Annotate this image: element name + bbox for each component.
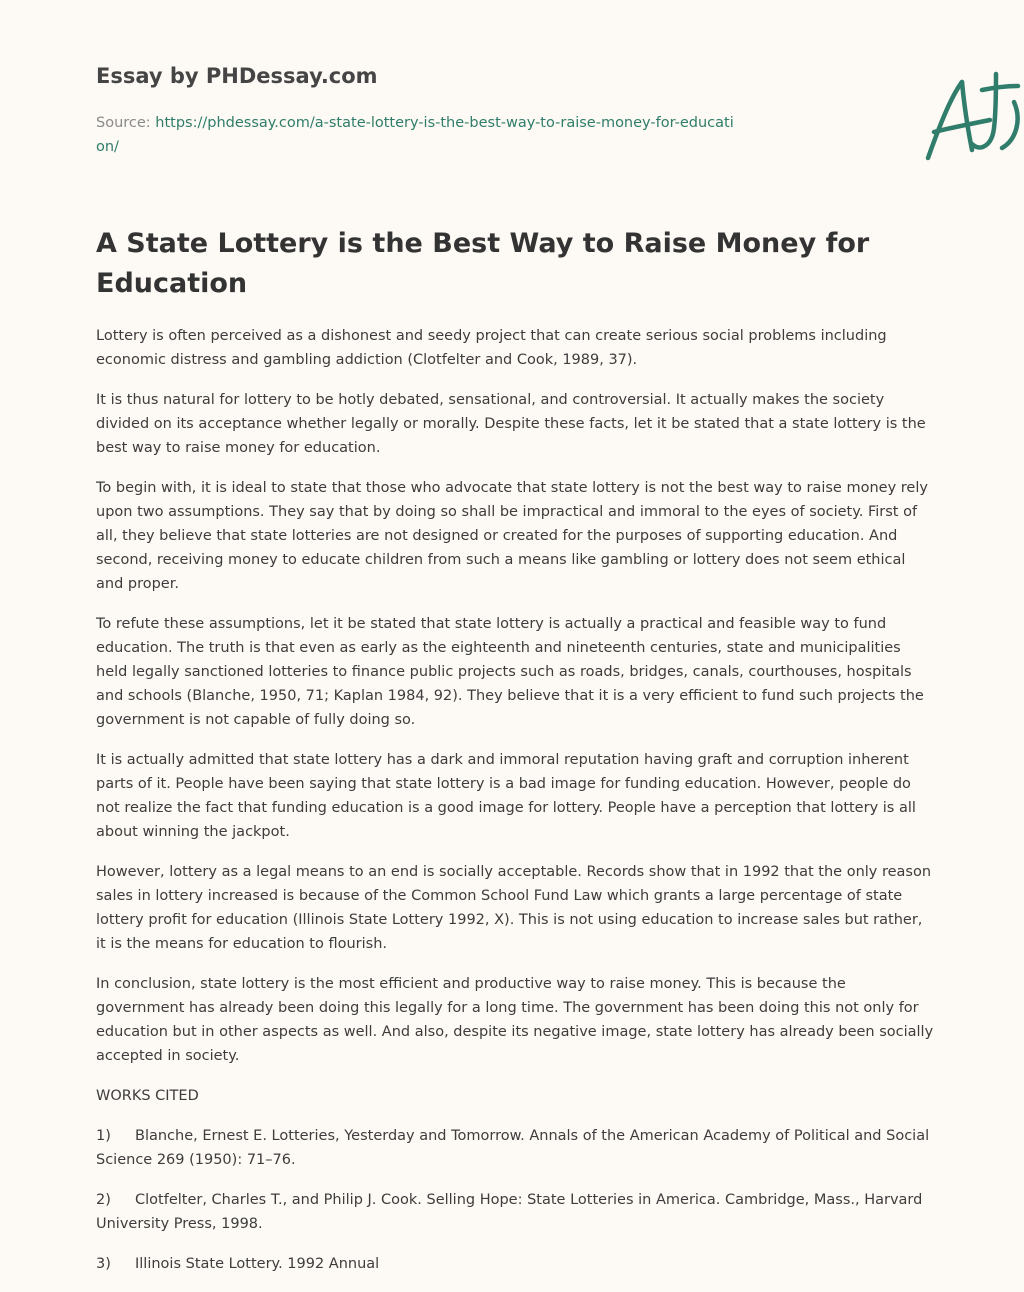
paragraph: In conclusion, state lottery is the most efficient and productive way to raise money. This is because the government has already been doing this legally for a long time. The government has been doing this not only for education but in other aspects as well. And also, despite its negative image, state lottery has already been socially accepted in society.	[96, 976, 934, 1064]
paragraph: It is actually admitted that state lottery has a dark and immoral reputation having graft and corruption inherent parts of it. People have been saying that state lottery is a bad image for funding education. However, people do not realize the fact that funding education is a good image for lottery. People have a perception that lottery is all about winning the jackpot.	[96, 752, 916, 840]
works-cited-heading: WORKS CITED	[96, 1088, 199, 1104]
paragraph: It is thus natural for lottery to be hotly debated, sensational, and controversial. It actually makes the society divided on its acceptance whether legally or morally. Despite these facts, let it be stated that a state lottery is the best way to raise money for education.	[96, 392, 926, 456]
paragraph: To begin with, it is ideal to state that those who advocate that state lottery is not the best way to raise money rely upon two assumptions. They say that by doing so shall be impractical and immoral to the eyes of society. First of all, they believe that state lotteries are not designed or created for the purposes of supporting education. And second, receiving money to educate children from such a means like gambling or lottery does not seem ethical and proper.	[96, 480, 928, 592]
reference-item	[96, 1252, 936, 1276]
essay-body	[96, 324, 936, 1292]
reference-text: Blanche, Ernest E. Lotteries, Yesterday and Tomorrow. Annals of the American Academy of Political and Social Science 269 (1950): 71–76.	[96, 1128, 930, 1168]
reference-item	[96, 1124, 936, 1172]
reference-text: Clotfelter, Charles T., and Philip J. Cook. Selling Hope: State Lotteries in America. Cambridge, Mass., Harvard University Press, 1998.	[96, 1192, 923, 1232]
reference-text: Illinois State Lottery. 1992 Annual	[135, 1256, 380, 1272]
reference-item	[96, 1188, 936, 1236]
paragraph: To refute these assumptions, let it be stated that state lottery is actually a practical and feasible way to fund education. The truth is that even as early as the eighteenth and nineteenth centuries, state and municipalities held legally sanctioned lotteries to finance public projects such as roads, bridges, canals, courthouses, hospitals and schools (Blanche, 1950, 71; Kaplan 1984, 92). They believe that it is a very efficient to fund such projects the government is not capable of fully doing so.	[96, 616, 924, 728]
source-line	[96, 111, 736, 159]
paragraph: Lottery is often perceived as a dishonest and seedy project that can create serious social problems including economic distress and gambling addiction (Clotfelter and Cook, 1989, 37).	[96, 328, 887, 368]
source-link[interactable]: https://phdessay.com/a-state-lottery-is-the-best-way-to-raise-money-for-education/	[96, 115, 734, 155]
reference-number: 2)	[96, 1192, 111, 1208]
essay-title: A State Lottery is the Best Way to Raise Money for Education	[96, 228, 870, 299]
source-label: Source:	[96, 115, 156, 131]
a-plus-logo-icon	[916, 68, 1024, 168]
paragraph: However, lottery as a legal means to an end is socially acceptable. Records show that in 1992 that the only reason sales in lottery increased is because of the Common School Fund Law which grants a large percentage of state lottery profit for education (Illinois State Lottery 1992, X). This is not using education to increase sales but rather, it is the means for education to flourish.	[96, 864, 932, 952]
reference-number: 3)	[96, 1256, 111, 1272]
reference-number: 1)	[96, 1128, 111, 1144]
site-brand: Essay by PHDessay.com	[96, 64, 378, 88]
